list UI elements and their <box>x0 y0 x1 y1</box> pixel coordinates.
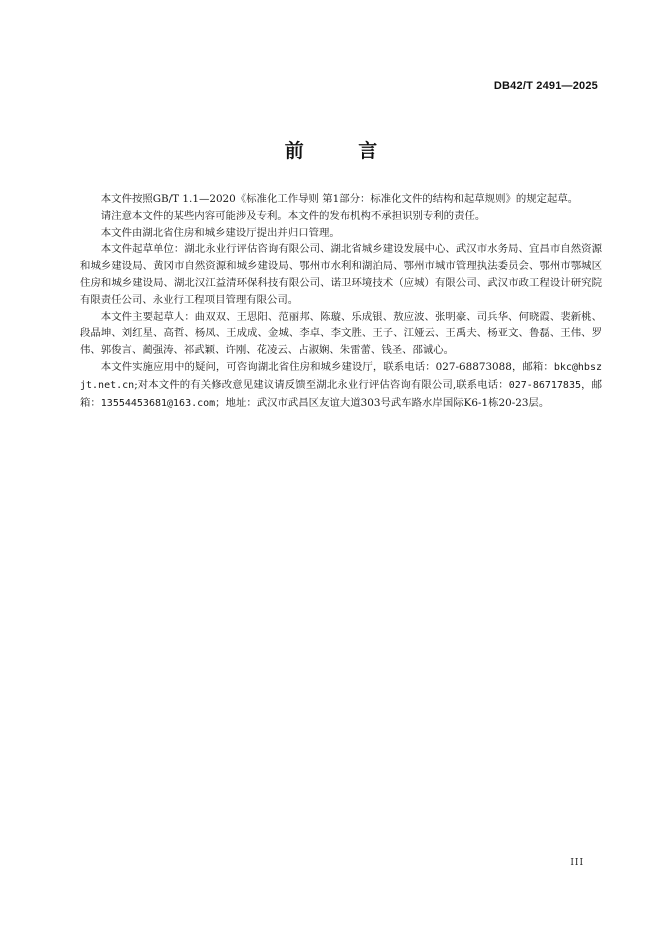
page-title: 前 言 <box>284 140 402 162</box>
contact-email-2: 13554453681@163.com <box>100 397 216 409</box>
contact-text-c: ，邮箱： <box>80 378 603 409</box>
paragraph-contact <box>80 359 602 412</box>
paragraph-drafting-basis: 本文件按照GB/T 1.1—2020《标准化工作导则 第1部分：标准化文件的结构和起草规则》的规定起草。 <box>100 193 579 205</box>
contact-text-a: 本文件实施应用中的疑问，可咨询湖北省住房和城乡建设厅，联系电话：027-68873088，邮箱： <box>100 360 554 373</box>
paragraph-patent-notice: 请注意本文件的某些内容可能涉及专利。本文件的发布机构不承担识别专利的责任。 <box>100 209 486 222</box>
contact-text-d: ；地址：武汉市武昌区友谊大道303号武车路水岸国际K6-1栋20-23层。 <box>215 396 550 409</box>
page-number: III <box>570 858 584 868</box>
contact-email-1: bkc@hbszjt.net.cn <box>80 361 602 391</box>
standard-code: DB42/T 2491—2025 <box>493 80 598 92</box>
contact-phone-2: 027-86717835 <box>508 379 581 391</box>
contact-text-b: ;对本文件的有关修改意见建议请反馈至湖北永业行评估咨询有限公司,联系电话： <box>134 378 509 391</box>
foreword-body <box>80 191 602 412</box>
paragraph-drafting-units: 本文件起草单位：湖北永业行评估咨询有限公司、湖北省城乡建设发展中心、武汉市水务局、宜昌市自然资源和城乡建设局、黄冈市自然资源和城乡建设局、鄂州市水利和湖泊局、鄂州市城市管理执法委员会、鄂州市鄂城区住房和城乡建设局、湖北汉江益清环保科技有限公司、诺卫环境技术（应城）有限公司、武汉市政工程设计研究院有限责任公司、永业行工程项目管理有限公司。 <box>80 243 602 306</box>
paragraph-proposer: 本文件由湖北省住房和城乡建设厅提出并归口管理。 <box>100 226 340 239</box>
paragraph-drafters: 本文件主要起草人：曲双双、王思阳、范丽邦、陈璇、乐成银、敖应波、张明豪、司兵华、何晓霞、裴新桃、段晶坤、刘红星、高哲、杨凤、王成成、金城、李卓、李文胜、王子、江娅云、王禹夫、杨亚文、鲁磊、王伟、罗伟、郭俊言、蔺强涛、祁武颖、许刚、花凌云、占淑娴、朱雷蕾、钱圣、邵诚心。 <box>80 310 602 357</box>
